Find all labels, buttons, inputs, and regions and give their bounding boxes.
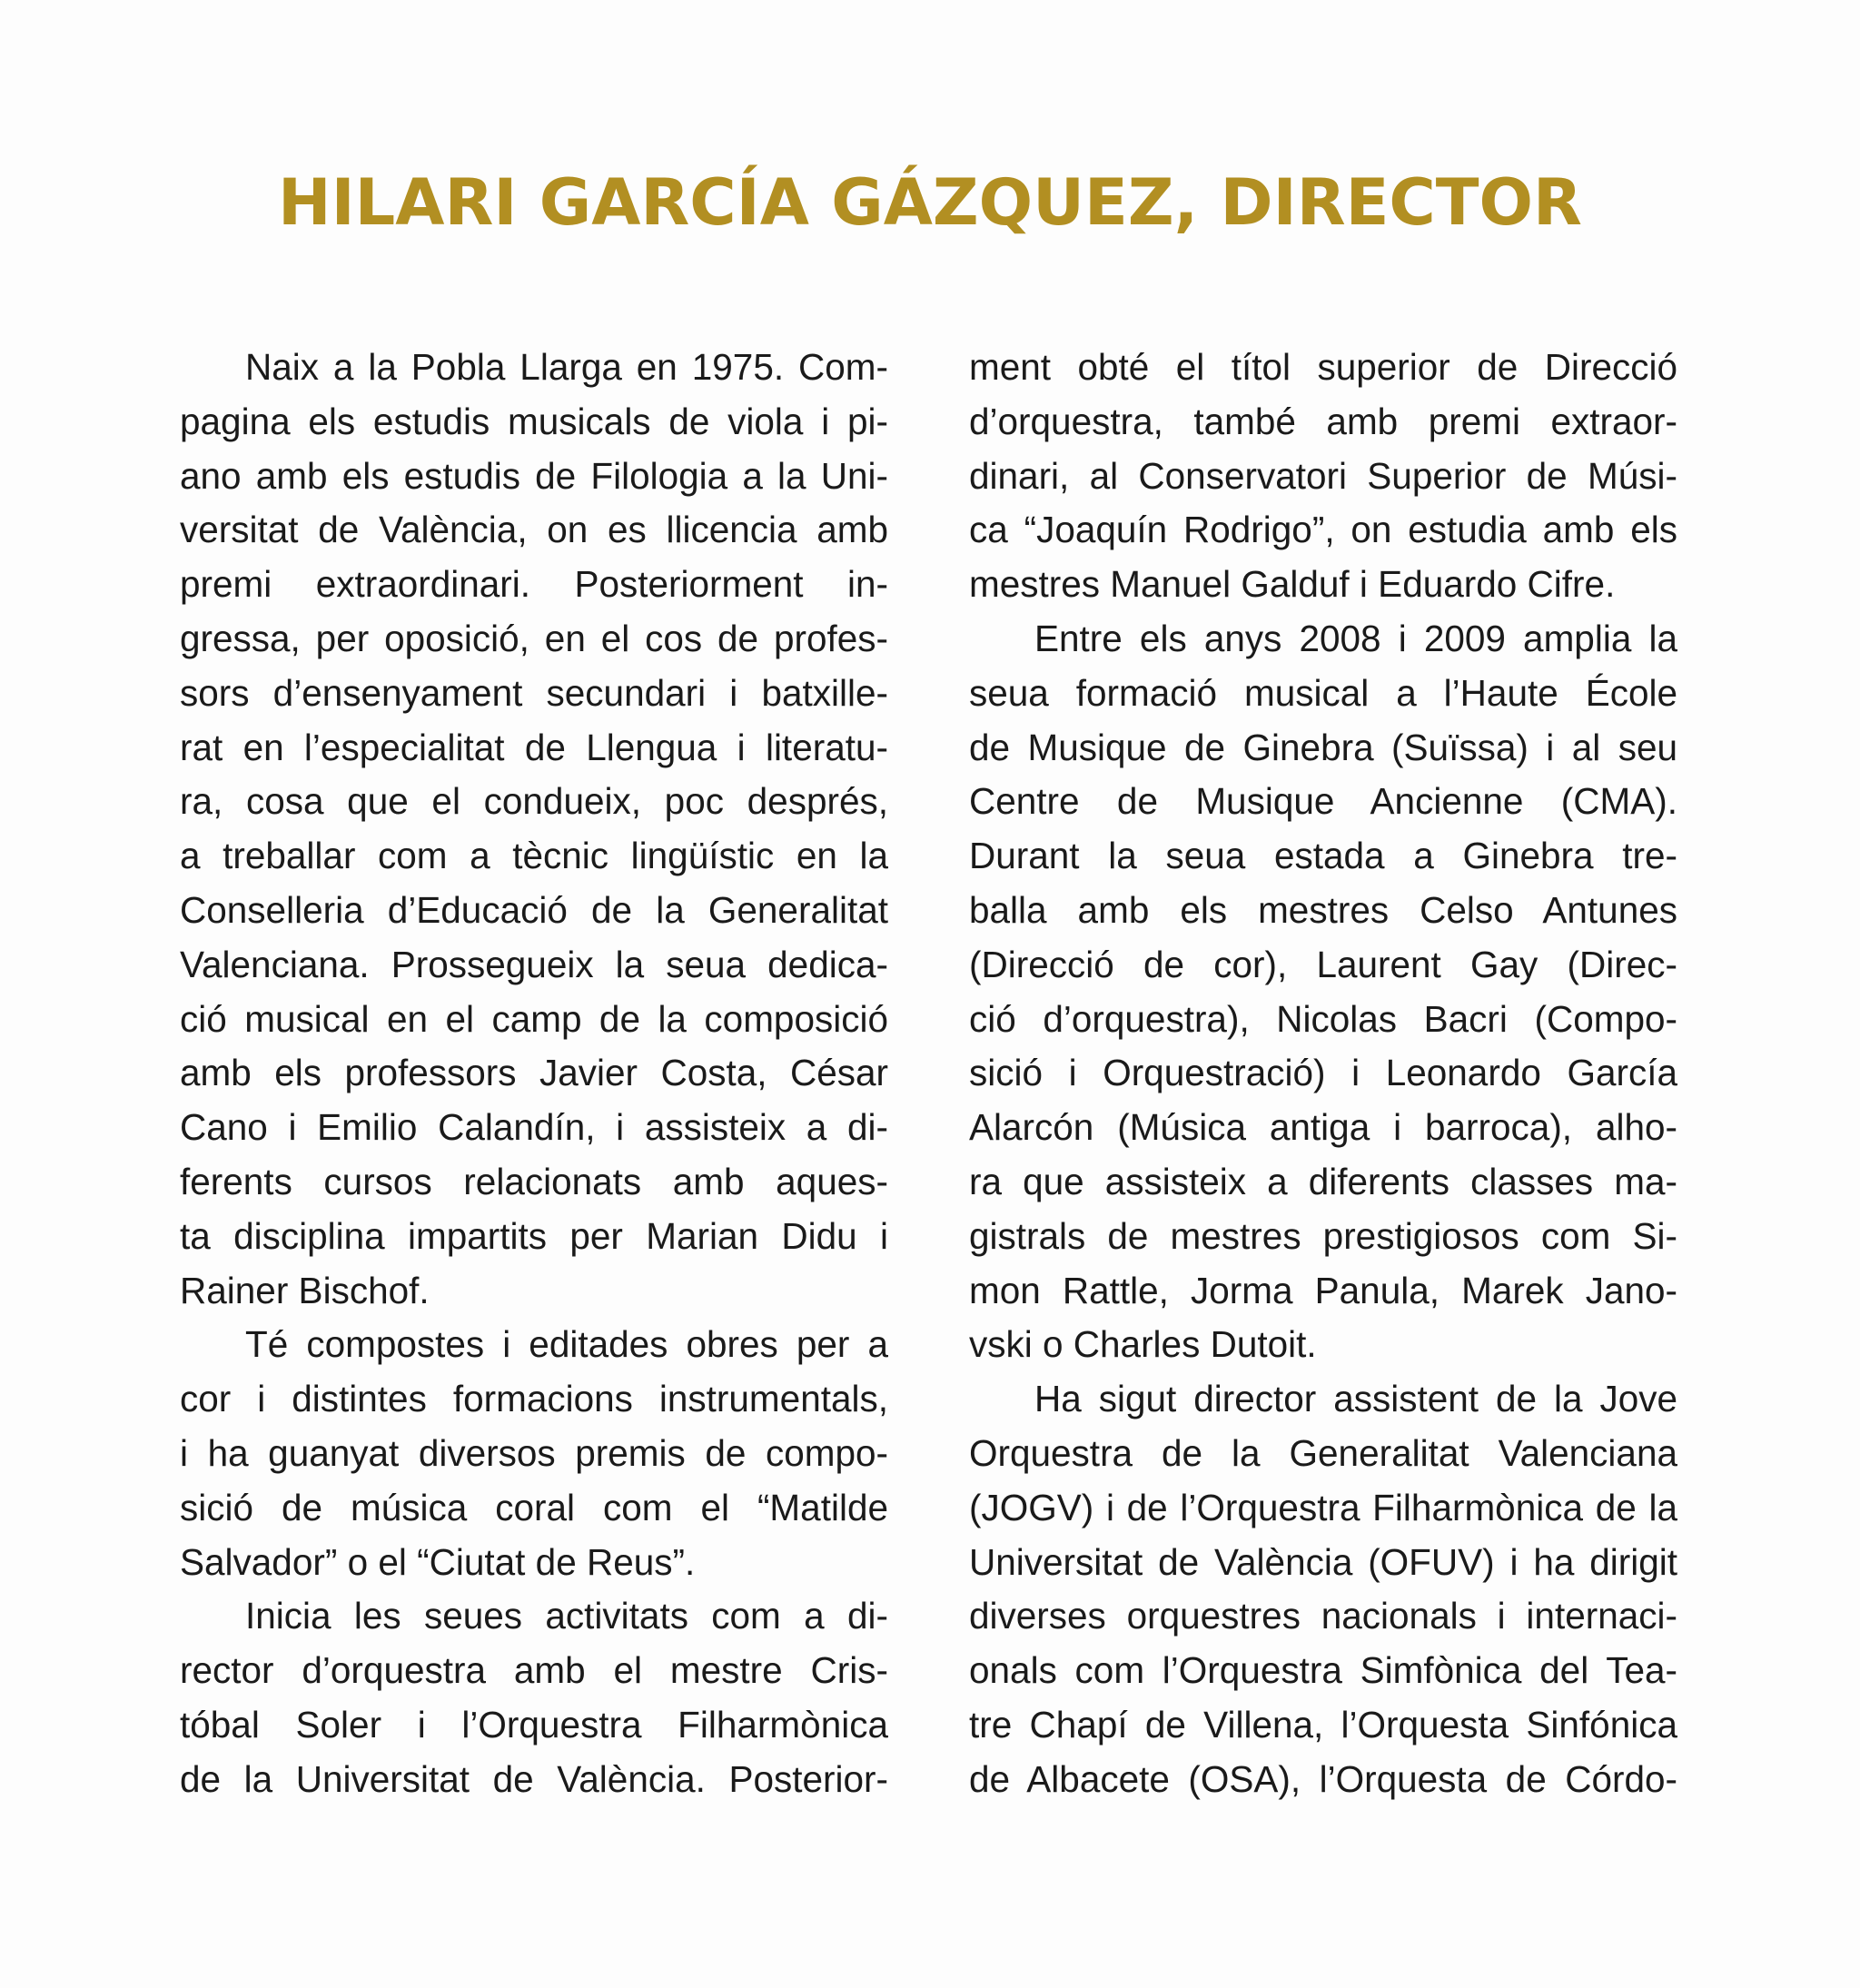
text-line: sició i Orquestració) i Leonardo García bbox=[969, 1052, 1677, 1094]
text-line: balla amb els mestres Celso Antunes bbox=[969, 888, 1677, 931]
text-line: Valenciana. Prossegueix la seua dedica- bbox=[180, 943, 888, 985]
text-line: Orquestra de la Generalitat Valenciana bbox=[969, 1431, 1677, 1474]
text-line: Conselleria d’Educació de la Generalitat bbox=[180, 888, 888, 931]
text-line: premi extraordinari. Posteriorment in- bbox=[180, 563, 888, 606]
text-line: Salvador” o el “Ciutat de Reus”. bbox=[180, 1540, 696, 1583]
text-line: ano amb els estudis de Filologia a la Uni- bbox=[180, 454, 888, 497]
text-line: vski o Charles Dutoit. bbox=[969, 1323, 1317, 1366]
text-line: sors d’ensenyament secundari i batxille- bbox=[180, 671, 888, 714]
text-line: tre Chapí de Villena, l’Orquesta Sinfónica bbox=[969, 1703, 1677, 1746]
text-line: Rainer Bischof. bbox=[180, 1269, 430, 1311]
text-line: gistrals de mestres prestigiosos com Si- bbox=[969, 1214, 1677, 1257]
text-line: Durant la seua estada a Ginebra tre- bbox=[969, 835, 1677, 877]
text-line: Universitat de València (OFUV) i ha dirigit bbox=[969, 1540, 1677, 1583]
text-line: ferents cursos relacionats amb aques- bbox=[180, 1160, 888, 1202]
text-line: gressa, per oposició, en el cos de profes- bbox=[180, 617, 888, 659]
text-line: d’orquestra, també amb premi extraor- bbox=[969, 400, 1677, 442]
text-line: cor i distintes formacions instrumentals, bbox=[180, 1378, 888, 1420]
text-line: de la Universitat de València. Posterior- bbox=[180, 1757, 888, 1800]
text-line: ra que assisteix a diferents classes ma- bbox=[969, 1160, 1677, 1202]
text-line: ca “Joaquín Rodrigo”, on estudia amb els bbox=[969, 509, 1677, 551]
text-line: Cano i Emilio Calandín, i assisteix a di- bbox=[180, 1106, 888, 1149]
text-line: ció musical en el camp de la composició bbox=[180, 997, 888, 1040]
text-line: tóbal Soler i l’Orquestra Filharmònica bbox=[180, 1703, 888, 1746]
text-line: Inicia les seues activitats com a di- bbox=[245, 1595, 888, 1637]
text-line: Alarcón (Música antiga i barroca), alho- bbox=[969, 1106, 1677, 1149]
text-line: de Musique de Ginebra (Suïssa) i al seu bbox=[969, 726, 1677, 768]
text-line: dinari, al Conservatori Superior de Músi- bbox=[969, 454, 1677, 497]
text-line: sició de música coral com el “Matilde bbox=[180, 1486, 888, 1528]
text-line: rector d’orquestra amb el mestre Cris- bbox=[180, 1649, 888, 1692]
text-line: seua formació musical a l’Haute École bbox=[969, 671, 1677, 714]
text-line: ció d’orquestra), Nicolas Bacri (Compo- bbox=[969, 997, 1677, 1040]
text-line: versitat de València, on es llicencia amb bbox=[180, 509, 888, 551]
text-line: (JOGV) i de l’Orquestra Filharmònica de la bbox=[969, 1486, 1677, 1528]
text-line: de Albacete (OSA), l’Orquesta de Córdo- bbox=[969, 1757, 1677, 1800]
text-line: ment obté el títol superior de Direcció bbox=[969, 346, 1677, 388]
page-title: HILARI GARCÍA GÁZQUEZ, DIRECTOR bbox=[278, 165, 1582, 240]
text-line: Naix a la Pobla Llarga en 1975. Com- bbox=[245, 346, 888, 388]
left-text-column bbox=[180, 341, 888, 1807]
text-line: Centre de Musique Ancienne (CMA). bbox=[969, 780, 1677, 823]
text-line: pagina els estudis musicals de viola i pi- bbox=[180, 400, 888, 442]
text-line: mestres Manuel Galduf i Eduardo Cifre. bbox=[969, 563, 1616, 606]
text-line: mon Rattle, Jorma Panula, Marek Jano- bbox=[969, 1269, 1677, 1311]
text-line: onals com l’Orquestra Simfònica del Tea- bbox=[969, 1649, 1677, 1692]
text-line: a treballar com a tècnic lingüístic en la bbox=[180, 835, 888, 877]
text-line: ra, cosa que el condueix, poc després, bbox=[180, 780, 888, 823]
text-line: (Direcció de cor), Laurent Gay (Direc- bbox=[969, 943, 1677, 985]
text-line: diverses orquestres nacionals i internaci- bbox=[969, 1595, 1677, 1637]
text-line: rat en l’especialitat de Llengua i literatu- bbox=[180, 726, 888, 768]
text-line: Ha sigut director assistent de la Jove bbox=[1034, 1378, 1677, 1420]
right-text-column bbox=[969, 341, 1677, 1807]
text-line: Entre els anys 2008 i 2009 amplia la bbox=[1034, 617, 1677, 659]
text-line: ta disciplina impartits per Marian Didu i bbox=[180, 1214, 888, 1257]
text-line: amb els professors Javier Costa, César bbox=[180, 1052, 888, 1094]
text-line: Té compostes i editades obres per a bbox=[245, 1323, 888, 1366]
text-line: i ha guanyat diversos premis de compo- bbox=[180, 1431, 888, 1474]
